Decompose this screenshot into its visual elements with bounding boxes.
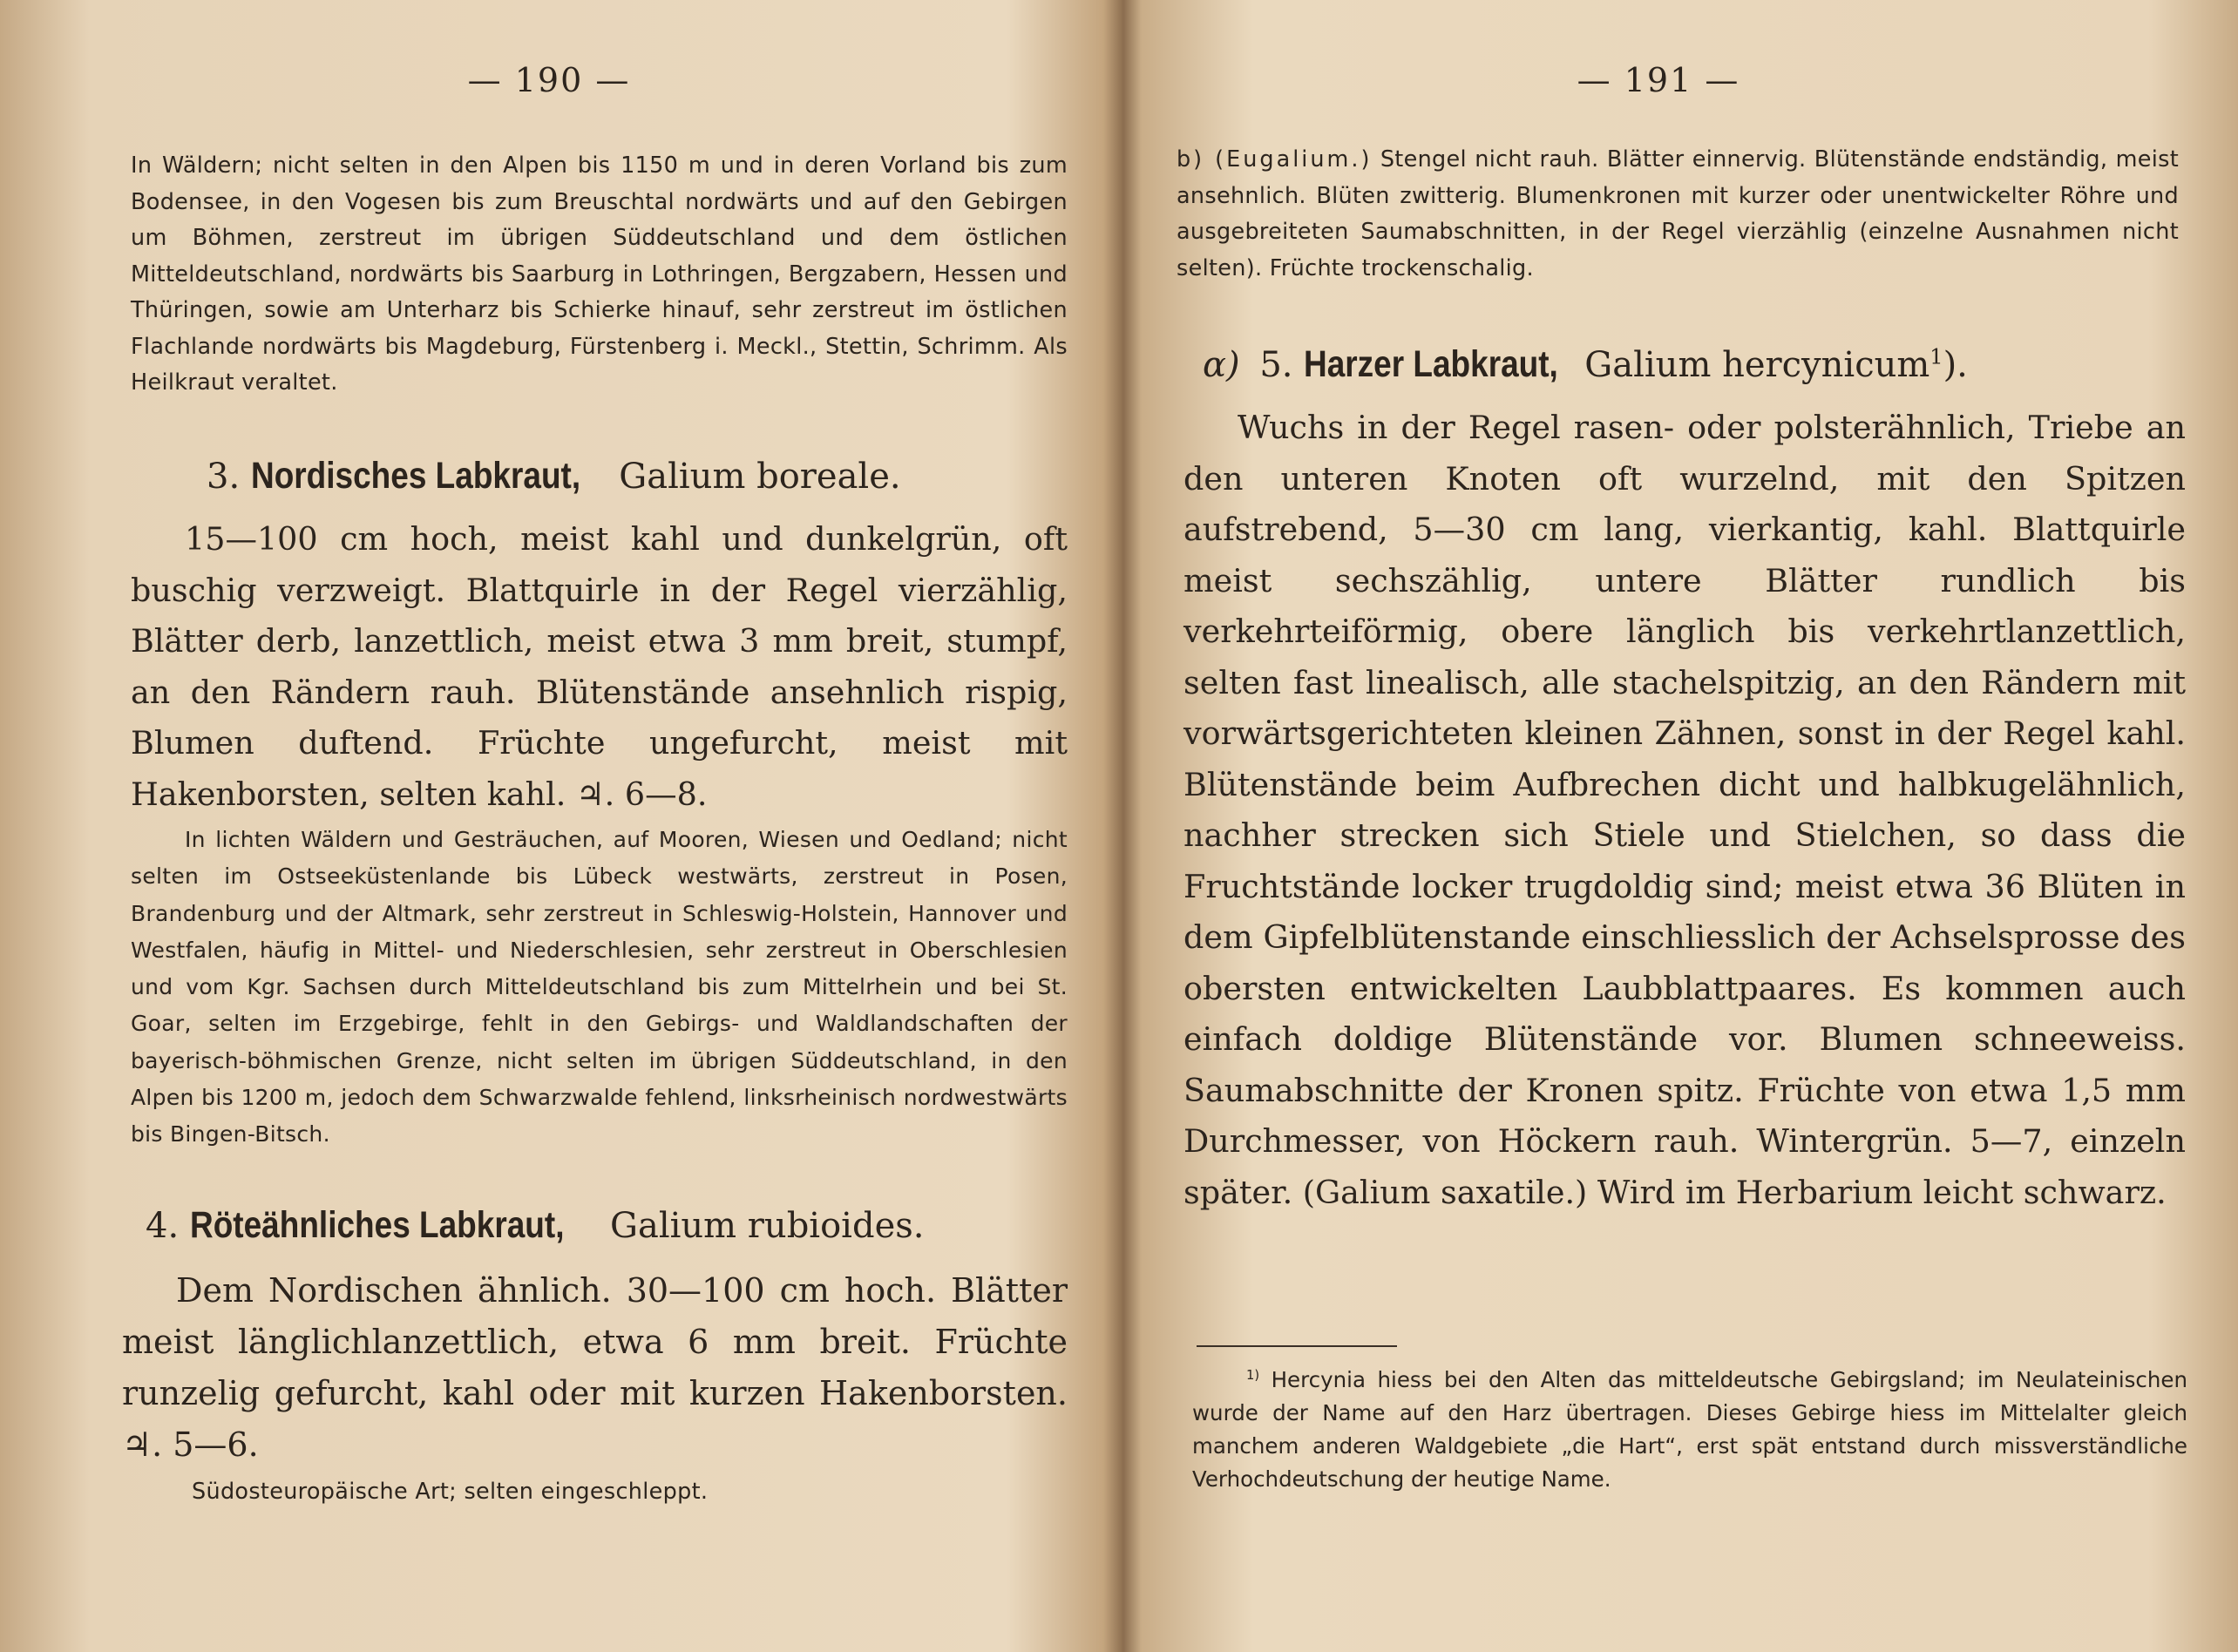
- species-latin-name: Galium boreale.: [619, 457, 901, 497]
- page-number: — 191 —: [1577, 61, 1740, 99]
- species-heading: [146, 1204, 924, 1247]
- footnote-mark: 1): [1246, 1368, 1260, 1383]
- footnote-divider: [1197, 1345, 1397, 1347]
- species-heading: [207, 455, 901, 498]
- species-description: 15—100 cm hoch, meist kahl und dunkelgrün, oft buschig verzweigt. Blattquirle in der Regel vierzählig, Blätter derb, lanzettlich, meist etwa 3 mm breit, stumpf, an den Rändern rauh. Blütenstände ansehnlich rispig, Blumen duftend. Früchte ungefurcht, meist mit Hakenborsten, selten kahl. ♃. 6—8.: [131, 520, 1068, 813]
- species-latin-name: Galium rubioides.: [610, 1206, 925, 1246]
- right-page: [1122, 0, 2238, 1652]
- species-number: 3.: [207, 457, 241, 497]
- group-text: Stengel nicht rauh. Blätter einnervig. Blütenstände endständig, meist ansehnlich. Blüten zwitterig. Blumenkronen mit kurzer oder unentwickelter Röhre und ausgebreiteten Saumabschnitten, in der Regel vierzählig (einzelne Ausnahmen nicht selten). Früchte trockenschalig.: [1177, 146, 2180, 281]
- species-name: Nordisches Labkraut,: [250, 455, 581, 497]
- species-number: 5.: [1259, 345, 1293, 385]
- footnote-mark: 1: [1929, 344, 1943, 369]
- footnote: [1192, 1359, 2187, 1496]
- page-number: — 190 —: [467, 61, 631, 99]
- group-label: b) (Eugalium.): [1177, 146, 1373, 173]
- species-heading: [1203, 343, 1968, 386]
- species-name: Harzer Labkraut,: [1304, 343, 1559, 385]
- species-number: 4.: [146, 1206, 180, 1246]
- heading-closing: ).: [1943, 345, 1968, 385]
- species-latin-name: Galium hercynicum: [1584, 345, 1930, 385]
- group-description: [1177, 142, 2179, 287]
- subgroup-marker: α): [1203, 345, 1240, 385]
- species-description: Dem Nordischen ähnlich. 30—100 cm hoch. Blätter meist länglichlanzettlich, etwa 6 mm breit. Früchte runzelig gefurcht, kahl oder mit kurzen Hakenborsten. ♃. 5—6.: [122, 1271, 1068, 1464]
- species-description: Wuchs in der Regel rasen- oder polsterähnlich, Triebe an den unteren Knoten oft wurzelnd, mit den Spitzen aufstrebend, 5—30 cm lang, vierkantig, kahl. Blattquirle meist sechszählig, untere Blätter rundlich bis verkehrteiförmig, obere länglich bis verkehrtlanzettlich, selten fast linealisch, alle stachelspitzig, an den Rändern mit vorwärtsgerichteten kleinen Zähnen, sonst in der Regel kahl. Blütenstände beim Aufbrechen dicht und halbkugelähnlich, nachher strecken sich Stiele und Stielchen, so dass die Fruchtstände locker trugdoldig sind; meist etwa 36 Blüten in dem Gipfelblütenstande einschliesslich der Achselsprosse des obersten entwickelten Laubblattpaares. Es kommen auch einfach doldige Blütenstände vor. Blumen schneeweiss. Saumabschnitte der Kronen spitz. Früchte von etwa 1,5 mm Durchmesser, von Höckern rauh. Wintergrün. 5—7, einzeln später. (Galium saxatile.) Wird im Herbarium leicht schwarz.: [1183, 409, 2186, 1211]
- distribution-note: Südosteuropäische Art; selten eingeschleppt.: [192, 1479, 709, 1505]
- species-name: Röteähnliches Labkraut,: [189, 1204, 565, 1246]
- left-page: [0, 0, 1116, 1652]
- footnote-text: Hercynia hiess bei den Alten das mitteldeutsche Gebirgsland; im Neulateinischen wurde der Name auf den Harz übertragen. Dieses Gebirge hiess im Mittelalter gleich manchem anderen Waldgebiete „die Hart“, erst spät entstand durch missverständliche Verhochdeutschung der heutige Name.: [1192, 1367, 2187, 1493]
- distribution-note: In lichten Wäldern und Gesträuchen, auf Mooren, Wiesen und Oedland; nicht selten im Ostseeküstenlande bis Lübeck westwärts, zerstreut in Posen, Brandenburg und der Altmark, sehr zerstreut in Schleswig-Holstein, Hannover und Westfalen, häufig in Mittel- und Niederschlesien, sehr zerstreut in Oberschlesien und vom Kgr. Sachsen durch Mitteldeutschland bis zum Mittelrhein und bei St. Goar, selten im Erzgebirge, fehlt in den Gebirgs- und Waldlandschaften der bayerisch-böhmischen Grenze, nicht selten im übrigen Süddeutschland, in den Alpen bis 1200 m, jedoch dem Schwarzwalde fehlend, linksrheinisch nordwestwärts bis Bingen-Bitsch.: [131, 827, 1068, 1148]
- distribution-note: In Wäldern; nicht selten in den Alpen bis 1150 m und in deren Vorland bis zum Bodensee, in den Vogesen bis zum Breuschtal nordwärts und auf den Gebirgen um Böhmen, zerstreut im übrigen Süddeutschland und dem östlichen Mitteldeutschland, nordwärts bis Saarburg in Lothringen, Bergzabern, Hessen und Thüringen, sowie am Unterharz bis Schierke hinauf, sehr zerstreut im östlichen Flachlande nordwärts bis Magdeburg, Fürstenberg i. Meckl., Stettin, Schrimm. Als Heilkraut veraltet.: [131, 152, 1068, 396]
